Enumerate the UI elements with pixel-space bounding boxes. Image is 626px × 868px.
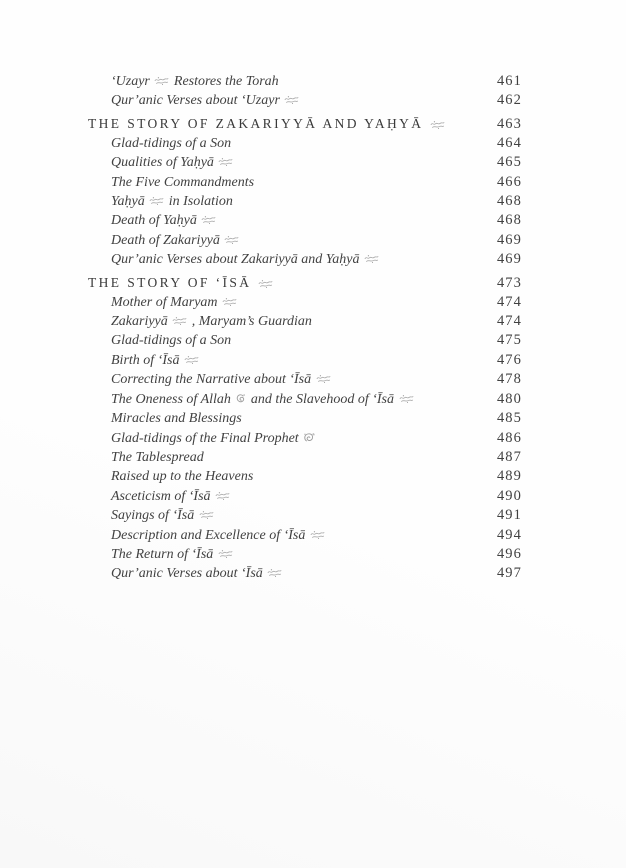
toc-entry-title: Asceticism of ‘Īsā bbox=[88, 488, 480, 506]
honorific-alayhis-salam-icon bbox=[149, 193, 164, 211]
toc-page-number: 487 bbox=[496, 448, 522, 465]
toc-page-number: 463 bbox=[496, 116, 522, 133]
honorific-alayhis-salam-icon bbox=[310, 527, 325, 545]
toc-entry-title: Qur’anic Verses about Zakariyyā and Yaḥyā bbox=[88, 251, 480, 269]
honorific-alayhis-salam-icon bbox=[201, 212, 216, 230]
toc-entry-title: Qur’anic Verses about ‘Īsā bbox=[88, 565, 480, 583]
honorific-alayhis-salam-icon bbox=[430, 115, 445, 133]
toc-row bbox=[88, 390, 522, 409]
toc-page-number: 485 bbox=[496, 410, 522, 427]
toc-page-number: 497 bbox=[496, 565, 522, 582]
toc-row bbox=[88, 564, 522, 583]
toc-row bbox=[88, 370, 522, 389]
toc-entry-title: Glad-tidings of the Final Prophet bbox=[88, 430, 480, 448]
toc-page-number: 468 bbox=[496, 212, 522, 229]
toc-page-number: 464 bbox=[496, 134, 522, 151]
toc-page-number: 491 bbox=[496, 507, 522, 524]
toc-page-number: 462 bbox=[496, 92, 522, 109]
toc-row bbox=[88, 274, 522, 292]
toc-page-number: 475 bbox=[496, 332, 522, 349]
toc-page-number: 466 bbox=[496, 173, 522, 190]
honorific-sallallahu-alayhi-wasallam-icon bbox=[303, 430, 315, 448]
toc-entry-title: Birth of ‘Īsā bbox=[88, 352, 480, 370]
honorific-alayhis-salam-icon bbox=[364, 251, 379, 269]
honorific-alayhis-salam-icon bbox=[215, 488, 230, 506]
toc-row bbox=[88, 545, 522, 564]
toc-entry-title: The Five Commandments bbox=[111, 174, 255, 190]
toc-page-number: 494 bbox=[496, 526, 522, 543]
toc-row bbox=[88, 429, 522, 448]
toc-row bbox=[88, 173, 522, 192]
toc-entry-title: THE STORY OF ‘ĪSĀ bbox=[88, 274, 480, 292]
toc-row bbox=[88, 72, 522, 91]
toc-row bbox=[88, 293, 522, 312]
honorific-alayhis-salam-icon bbox=[222, 294, 237, 312]
toc-page-number: 469 bbox=[496, 231, 522, 248]
honorific-alayhis-salam-icon bbox=[172, 313, 187, 331]
toc-row bbox=[88, 250, 522, 269]
toc-page-number: 480 bbox=[496, 390, 522, 407]
toc-row bbox=[88, 153, 522, 172]
honorific-alayhis-salam-icon bbox=[267, 565, 282, 583]
toc-page-number: 496 bbox=[496, 545, 522, 562]
toc-row bbox=[88, 506, 522, 525]
honorific-alayhis-salam-icon bbox=[399, 391, 414, 409]
toc-row bbox=[88, 448, 522, 467]
honorific-alayhis-salam-icon bbox=[316, 371, 331, 389]
honorific-alayhis-salam-icon bbox=[224, 232, 239, 250]
toc-page-number: 469 bbox=[496, 251, 522, 268]
toc-entry-title: Raised up to the Heavens bbox=[111, 469, 254, 485]
toc-page-number: 486 bbox=[496, 429, 522, 446]
toc-row bbox=[88, 467, 522, 486]
toc-row bbox=[88, 312, 522, 331]
toc-row bbox=[88, 231, 522, 250]
toc-row bbox=[88, 211, 522, 230]
toc-entry-title: THE STORY OF ZAKARIYYĀ AND YAḤYĀ bbox=[88, 115, 480, 133]
toc-row bbox=[88, 351, 522, 370]
toc-entry-title: The Oneness of Allah and the Slavehood of ‘Īsā bbox=[88, 391, 480, 409]
toc-entry-title: ‘Uzayr Restores the Torah bbox=[88, 73, 480, 91]
honorific-alayhis-salam-icon bbox=[218, 154, 233, 172]
table-of-contents bbox=[88, 72, 522, 584]
honorific-alayhis-salam-icon bbox=[258, 274, 273, 292]
toc-row bbox=[88, 331, 522, 350]
toc-entry-title: Death of Yaḥyā bbox=[88, 212, 480, 230]
toc-row bbox=[88, 192, 522, 211]
toc-entry-title: The Return of ‘Īsā bbox=[88, 546, 480, 564]
toc-entry-title: Glad-tidings of a Son bbox=[111, 135, 232, 151]
toc-page-number: 461 bbox=[496, 73, 522, 89]
toc-page-number: 473 bbox=[496, 275, 522, 292]
honorific-alayhis-salam-icon bbox=[199, 507, 214, 525]
honorific-alayhis-salam-icon bbox=[184, 352, 199, 370]
honorific-jalla-jalaluhu-icon bbox=[235, 391, 246, 409]
toc-row bbox=[88, 487, 522, 506]
toc-page-number: 468 bbox=[496, 193, 522, 210]
toc-row bbox=[88, 409, 522, 428]
toc-entry-title: Glad-tidings of a Son bbox=[111, 333, 232, 349]
toc-entry-title: Correcting the Narrative about ‘Īsā bbox=[88, 371, 480, 389]
toc-entry-title: Miracles and Blessings bbox=[111, 411, 242, 427]
toc-entry-title: The Tablespread bbox=[111, 449, 204, 465]
toc-page-number: 490 bbox=[496, 487, 522, 504]
honorific-alayhis-salam-icon bbox=[284, 92, 299, 110]
toc-row bbox=[88, 526, 522, 545]
toc-row bbox=[88, 91, 522, 110]
toc-row bbox=[88, 134, 522, 153]
toc-page-number: 465 bbox=[496, 154, 522, 171]
toc-page-number: 478 bbox=[496, 371, 522, 388]
toc-page-number: 474 bbox=[496, 313, 522, 330]
toc-entry-title: Death of Zakariyyā bbox=[88, 232, 480, 250]
toc-entry-title: Sayings of ‘Īsā bbox=[88, 507, 480, 525]
toc-entry-title: Qur’anic Verses about ‘Uzayr bbox=[88, 92, 480, 110]
toc-page-number: 474 bbox=[496, 293, 522, 310]
honorific-alayhis-salam-icon bbox=[218, 546, 233, 564]
toc-entry-title: Mother of Maryam bbox=[88, 294, 480, 312]
toc-row bbox=[88, 115, 522, 133]
toc-page-number: 489 bbox=[496, 468, 522, 485]
toc-entry-title: Yaḥyā in Isolation bbox=[88, 193, 480, 211]
toc-entry-title: Qualities of Yaḥyā bbox=[88, 154, 480, 172]
toc-entry-title: Zakariyyā , Maryam’s Guardian bbox=[88, 313, 480, 331]
toc-entry-title: Description and Excellence of ‘Īsā bbox=[88, 527, 480, 545]
toc-page-number: 476 bbox=[496, 351, 522, 368]
honorific-alayhis-salam-icon bbox=[154, 73, 169, 91]
